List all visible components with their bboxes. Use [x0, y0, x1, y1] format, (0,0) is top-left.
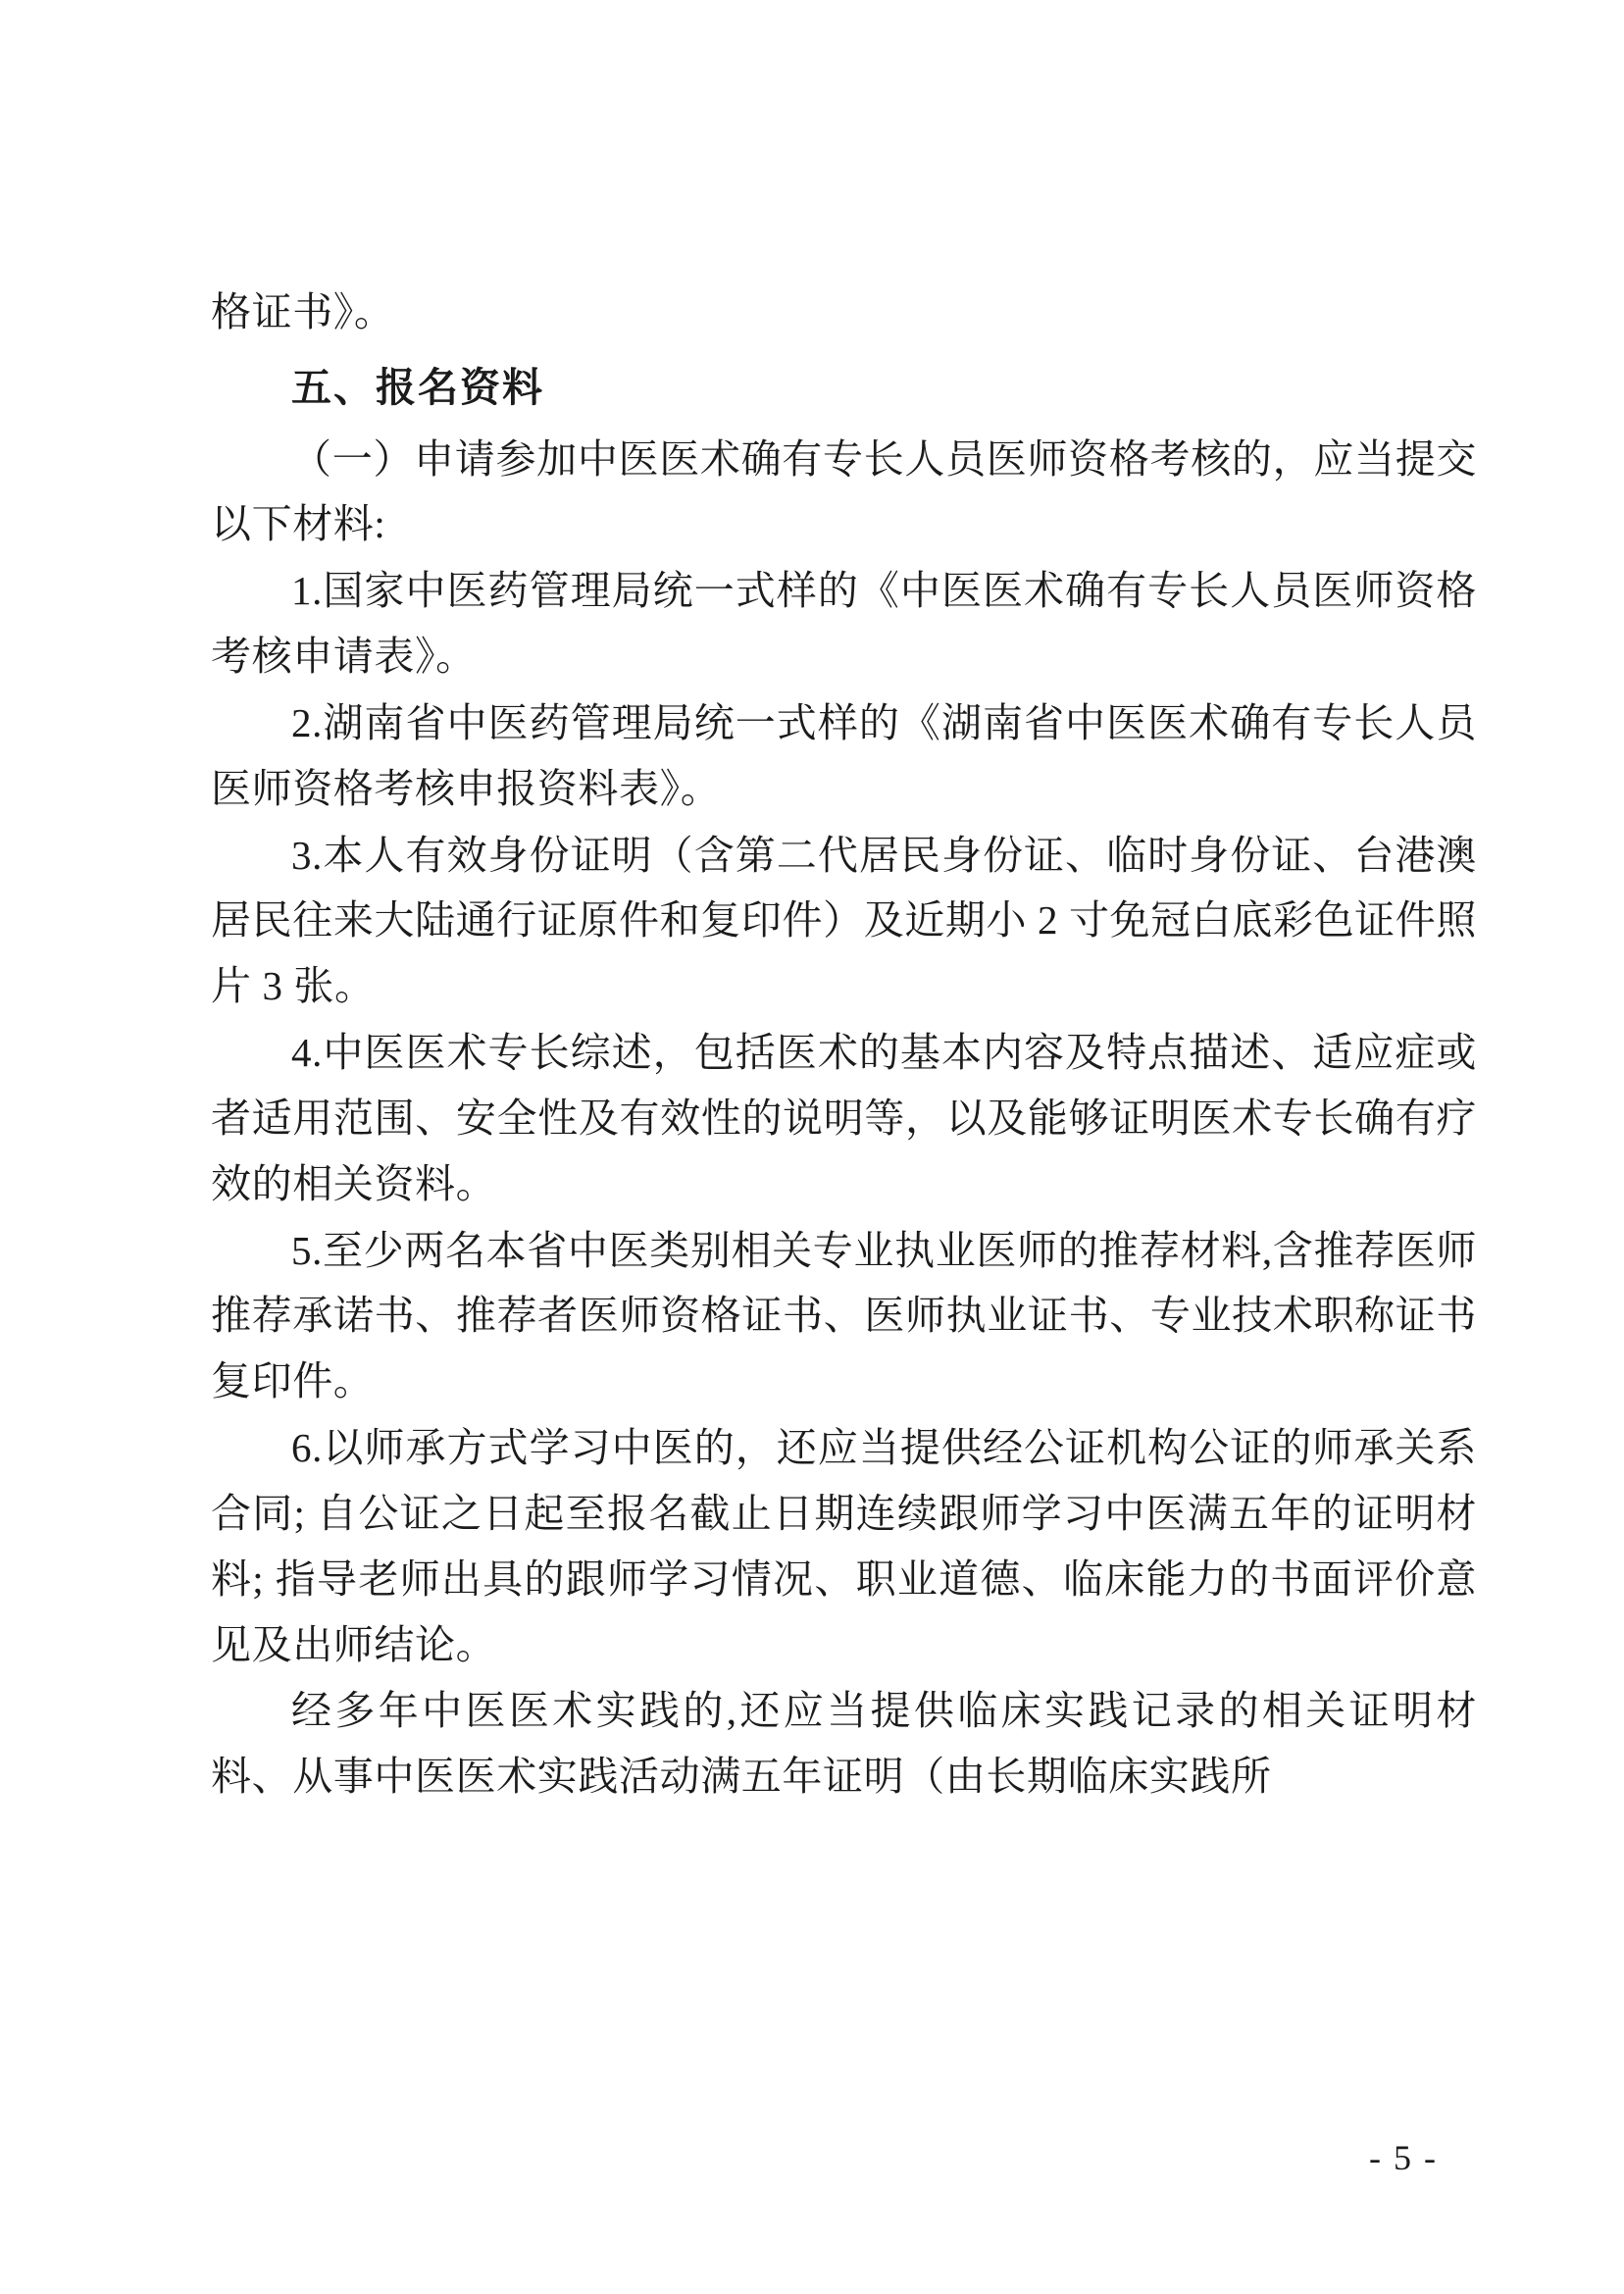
paragraph: （一）申请参加中医医术确有专长人员医师资格考核的，应当提交以下材料: [211, 435, 1477, 547]
page-number: - 5 - [1369, 2138, 1438, 2177]
paragraph: 格证书》。 [211, 289, 395, 334]
list-item: 4.中医医术专长综述，包括医术的基本内容及特点描述、适应症或者适用范围、安全性及有效性的说明等，以及能够证明医术专长确有疗效的相关资料。 [211, 1030, 1477, 1206]
list-item: 1.国家中医药管理局统一式样的《中医医术确有专长人员医师资格考核申请表》。 [211, 568, 1477, 680]
list-item: 6.以师承方式学习中医的，还应当提供经公证机构公证的师承关系合同; 自公证之日起至报名截止日期连续跟师学习中医满五年的证明材料; 指导老师出具的跟师学习情况、职业道德、临床能力的书面评价意见及出师结论。 [211, 1425, 1477, 1667]
paragraph: 经多年中医医术实践的,还应当提供临床实践记录的相关证明材料、从事中医医术实践活动满五年证明（由长期临床实践所 [211, 1688, 1477, 1800]
list-item: 3.本人有效身份证明（含第二代居民身份证、临时身份证、台港澳居民往来大陆通行证原件和复印件）及近期小 2 寸免冠白底彩色证件照片 3 张。 [211, 832, 1477, 1009]
document-body [211, 280, 1477, 1810]
list-item: 2.湖南省中医药管理局统一式样的《湖南省中医医术确有专长人员医师资格考核申报资料表》。 [211, 699, 1477, 811]
list-item: 5.至少两名本省中医类别相关专业执业医师的推荐材料,含推荐医师推荐承诺书、推荐者医师资格证书、医师执业证书、专业技术职称证书复印件。 [211, 1227, 1477, 1404]
section-heading: 五、报名资料 [291, 364, 544, 410]
